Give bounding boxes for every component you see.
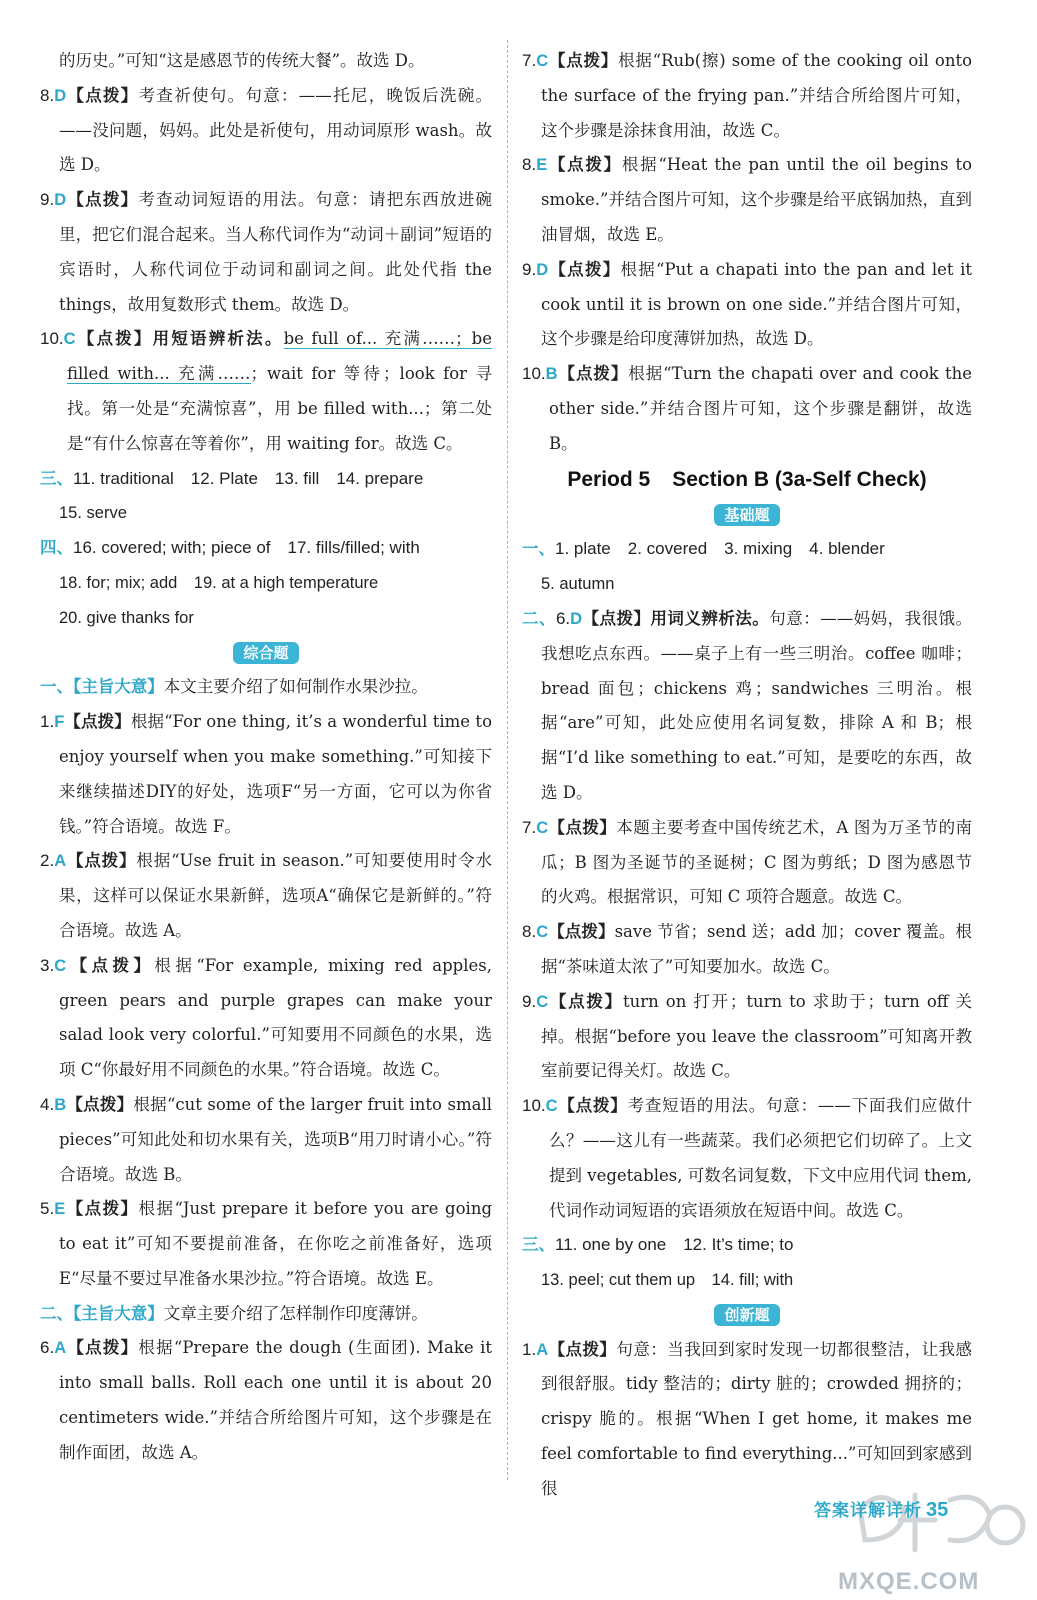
- section-badge-comprehensive: 综合题: [233, 642, 298, 664]
- passage-2-main-idea: 二、【主旨大意】文章主要介绍了怎样制作印度薄饼。: [40, 1303, 428, 1323]
- answer-letter: C: [545, 1097, 558, 1116]
- answer-letter: B: [54, 1095, 67, 1114]
- badge-row: [40, 636, 492, 671]
- answer-letter: C: [536, 52, 549, 70]
- left-column: [40, 44, 492, 1471]
- answer-item-7b: 7.C【点拨】本题主要考查中国传统艺术，A 图为万圣节的南瓜；B 图为圣诞节的圣诞树；C 图为剪纸；D 图为感恩节的火鸡。根据常识，可知 C 项符合题意。故选 C。: [522, 817, 973, 907]
- section-3-answers-line2: 15. serve: [59, 504, 127, 523]
- answer-letter: E: [54, 1200, 66, 1219]
- answer-letter: D: [570, 609, 583, 628]
- answer-item-1c: 1.A【点拨】句意：当我回到家时发现一切都很整洁，让我感到很舒服。tidy 整洁的；dirty 脏的；crowded 拥挤的；crispy 脆的。根据“When I get home, it makes me feel comfortable to find everything...”可知回到家感到很: [522, 1339, 973, 1498]
- answer-letter: C: [63, 330, 76, 349]
- section-badge-innovation: 创新题: [714, 1304, 779, 1326]
- answer-item-8: 8.D【点拨】考查祈使句。句意：——托尼，晚饭后洗碗。——没问题，妈妈。此处是祈使句，用动词原形 wash。故选 D。: [40, 85, 493, 175]
- answer-letter: C: [54, 956, 67, 975]
- section-3-answers: 三、11. one by one 12. It’s time; to: [522, 1235, 794, 1255]
- answer-item-7: 7.C【点拨】根据“Rub(擦) some of the cooking oil onto the surface of the frying pan.”并结合所给图片可知，这个步骤是涂抹食用油，故选 C。: [522, 51, 973, 140]
- answer-item-10b: 10.C【点拨】考查短语的用法。句意：——下面我们应做什么？——这儿有一些蔬菜。我们必须把它们切碎了。上文提到 vegetables, 可数名词复数，下文中应用代词 them, 代词作动词短语的宾语须放在短语中间。故选 C。: [522, 1096, 973, 1220]
- answer-item-10: 10.C【点拨】用短语辨析法。be full of... 充满……；be filled with... 充满……；wait for 等待；look for 寻找。第一处是“充满惊喜”，用 be filled with...；第二处是“有什么惊喜在等着你”，用 waiting for。故选 C。: [40, 329, 493, 453]
- answer-item-1: 1.F【点拨】根据“For one thing, it’s a wonderful time to enjoy yourself when you make something.”可知接下来继续描述DIY的好处，选项F“另一方面，它可以为你省钱。”符合语境。故选 F。: [40, 712, 492, 836]
- answer-letter: C: [536, 992, 549, 1011]
- answer-item-5: 5.E【点拨】根据“Just prepare it before you are going to eat it”可知不要提前准备，在你吃之前准备好，选项 E“尽量不要过早准备水果沙拉。”符合语境。故选 E。: [40, 1199, 493, 1288]
- answer-letter: A: [54, 852, 67, 871]
- answer-item-4: 4.B【点拨】根据“cut some of the larger fruit into small pieces”可知此处和切水果有关，选项B“用刀时请小心。”符合语境。故选 B。: [40, 1094, 493, 1184]
- answer-letter: A: [536, 1340, 549, 1359]
- period-heading: Period 5 Section B (3a-Self Check): [567, 467, 927, 491]
- section-4-answers: 四、16. covered; with; piece of 17. fills/filled; with: [40, 538, 420, 558]
- section-4-answers-line2: 18. for; mix; add 19. at a high temperature: [59, 573, 379, 592]
- answer-letter: D: [54, 191, 67, 210]
- badge-row: [522, 1298, 972, 1333]
- page-footer: [814, 1496, 1004, 1536]
- answer-item-9: 9.D【点拨】根据“Put a chapati into the pan and let it cook until it is brown on one side.”并结合图片可知，这个步骤是给印度薄饼加热，故选 D。: [522, 259, 972, 349]
- answer-letter: B: [545, 365, 558, 384]
- page-number: 35: [926, 1499, 949, 1521]
- underlined-phrase: be full of... 充满……；be filled with... 充满……: [67, 329, 493, 384]
- continued-text: 的历史。”可知“这是感恩节的传统大餐”。故选 D。: [59, 51, 425, 70]
- answer-letter: C: [536, 923, 549, 942]
- answer-item-10: 10.B【点拨】根据“Turn the chapati over and cook the other side.”并结合图片可知，这个步骤是翻饼，故选 B。: [522, 364, 973, 453]
- answer-item-9: 9.D【点拨】考查动词短语的用法。句意：请把东西放进碗里，把它们混合起来。当人称代词作为“动词＋副词”短语的宾语时，人称代词位于动词和副词之间。此处代指 the things，故用复数形式 them。故选 D。: [40, 190, 493, 314]
- answer-letter: D: [536, 260, 549, 279]
- answer-letter: E: [536, 156, 548, 175]
- passage-1-main-idea: 一、【主旨大意】本文主要介绍了如何制作水果沙拉。: [40, 677, 428, 697]
- right-column: [522, 44, 972, 1507]
- answer-item-3: 3.C【点拨】根据“For example, mixing red apples, green pears and purple grapes can make your salad look very colorful.”可知要用不同颜色的水果，选项 C“你最好用不同颜色的水果。”符合语境。故选 C。: [40, 955, 493, 1080]
- column-divider: [507, 40, 508, 1480]
- answer-letter: D: [54, 86, 67, 105]
- answer-letter: C: [536, 818, 549, 837]
- answer-item-8: 8.E【点拨】根据“Heat the pan until the oil begins to smoke.”并结合图片可知，这个步骤是给平底锅加热，直到油冒烟，故选 E。: [522, 155, 973, 244]
- answer-item-8b: 8.C【点拨】save 节省；send 送；add 加；cover 覆盖。根据“茶味道太浓了”可知要加水。故选 C。: [522, 922, 973, 976]
- section-3-answers-line2: 13. peel; cut them up 14. fill; with: [541, 1271, 794, 1290]
- section-1-answers-line2: 5. autumn: [541, 575, 615, 594]
- section-badge-basic: 基础题: [714, 504, 779, 526]
- answer-letter: A: [54, 1339, 67, 1358]
- answer-item-6: 6.A【点拨】根据“Prepare the dough (生面团). Make it into small balls. Roll each one until it is about 20 centimeters wide.”并结合所给图片可知，这个步骤是在制作面团，故选 A。: [40, 1338, 493, 1462]
- section-4-answers-line3: 20. give thanks for: [59, 608, 194, 627]
- badge-row: [522, 498, 972, 533]
- watermark-text: MXQE.COM: [838, 1568, 980, 1595]
- answer-item-6: 二、6.D【点拨】用词义辨析法。句意：——妈妈，我很饿。我想吃点东西。——桌子上有一些三明治。coffee 咖啡；bread 面包；chickens 鸡；sandwiches 三明治。根据“are”可知，此处应使用名词复数，排除 A 和 B；根据“I’d like something to eat.”可知，是要吃的东西，故选 D。: [522, 608, 973, 802]
- answer-letter: F: [54, 713, 65, 732]
- section-3-answers: 三、11. traditional 12. Plate 13. fill 14. prepare: [40, 468, 424, 488]
- section-1-answers: 一、1. plate 2. covered 3. mixing 4. blender: [522, 539, 885, 559]
- footer-label: 答案详解详析: [814, 1501, 922, 1521]
- answer-item-2: 2.A【点拨】根据“Use fruit in season.”可知要使用时令水果，这样可以保证水果新鲜，选项A“确保它是新鲜的。”符合语境。故选 A。: [40, 851, 493, 940]
- answer-item-9b: 9.C【点拨】turn on 打开；turn to 求助于；turn off 关掉。根据“before you leave the classroom”可知离开教室前要记得关灯。故选 C。: [522, 991, 972, 1081]
